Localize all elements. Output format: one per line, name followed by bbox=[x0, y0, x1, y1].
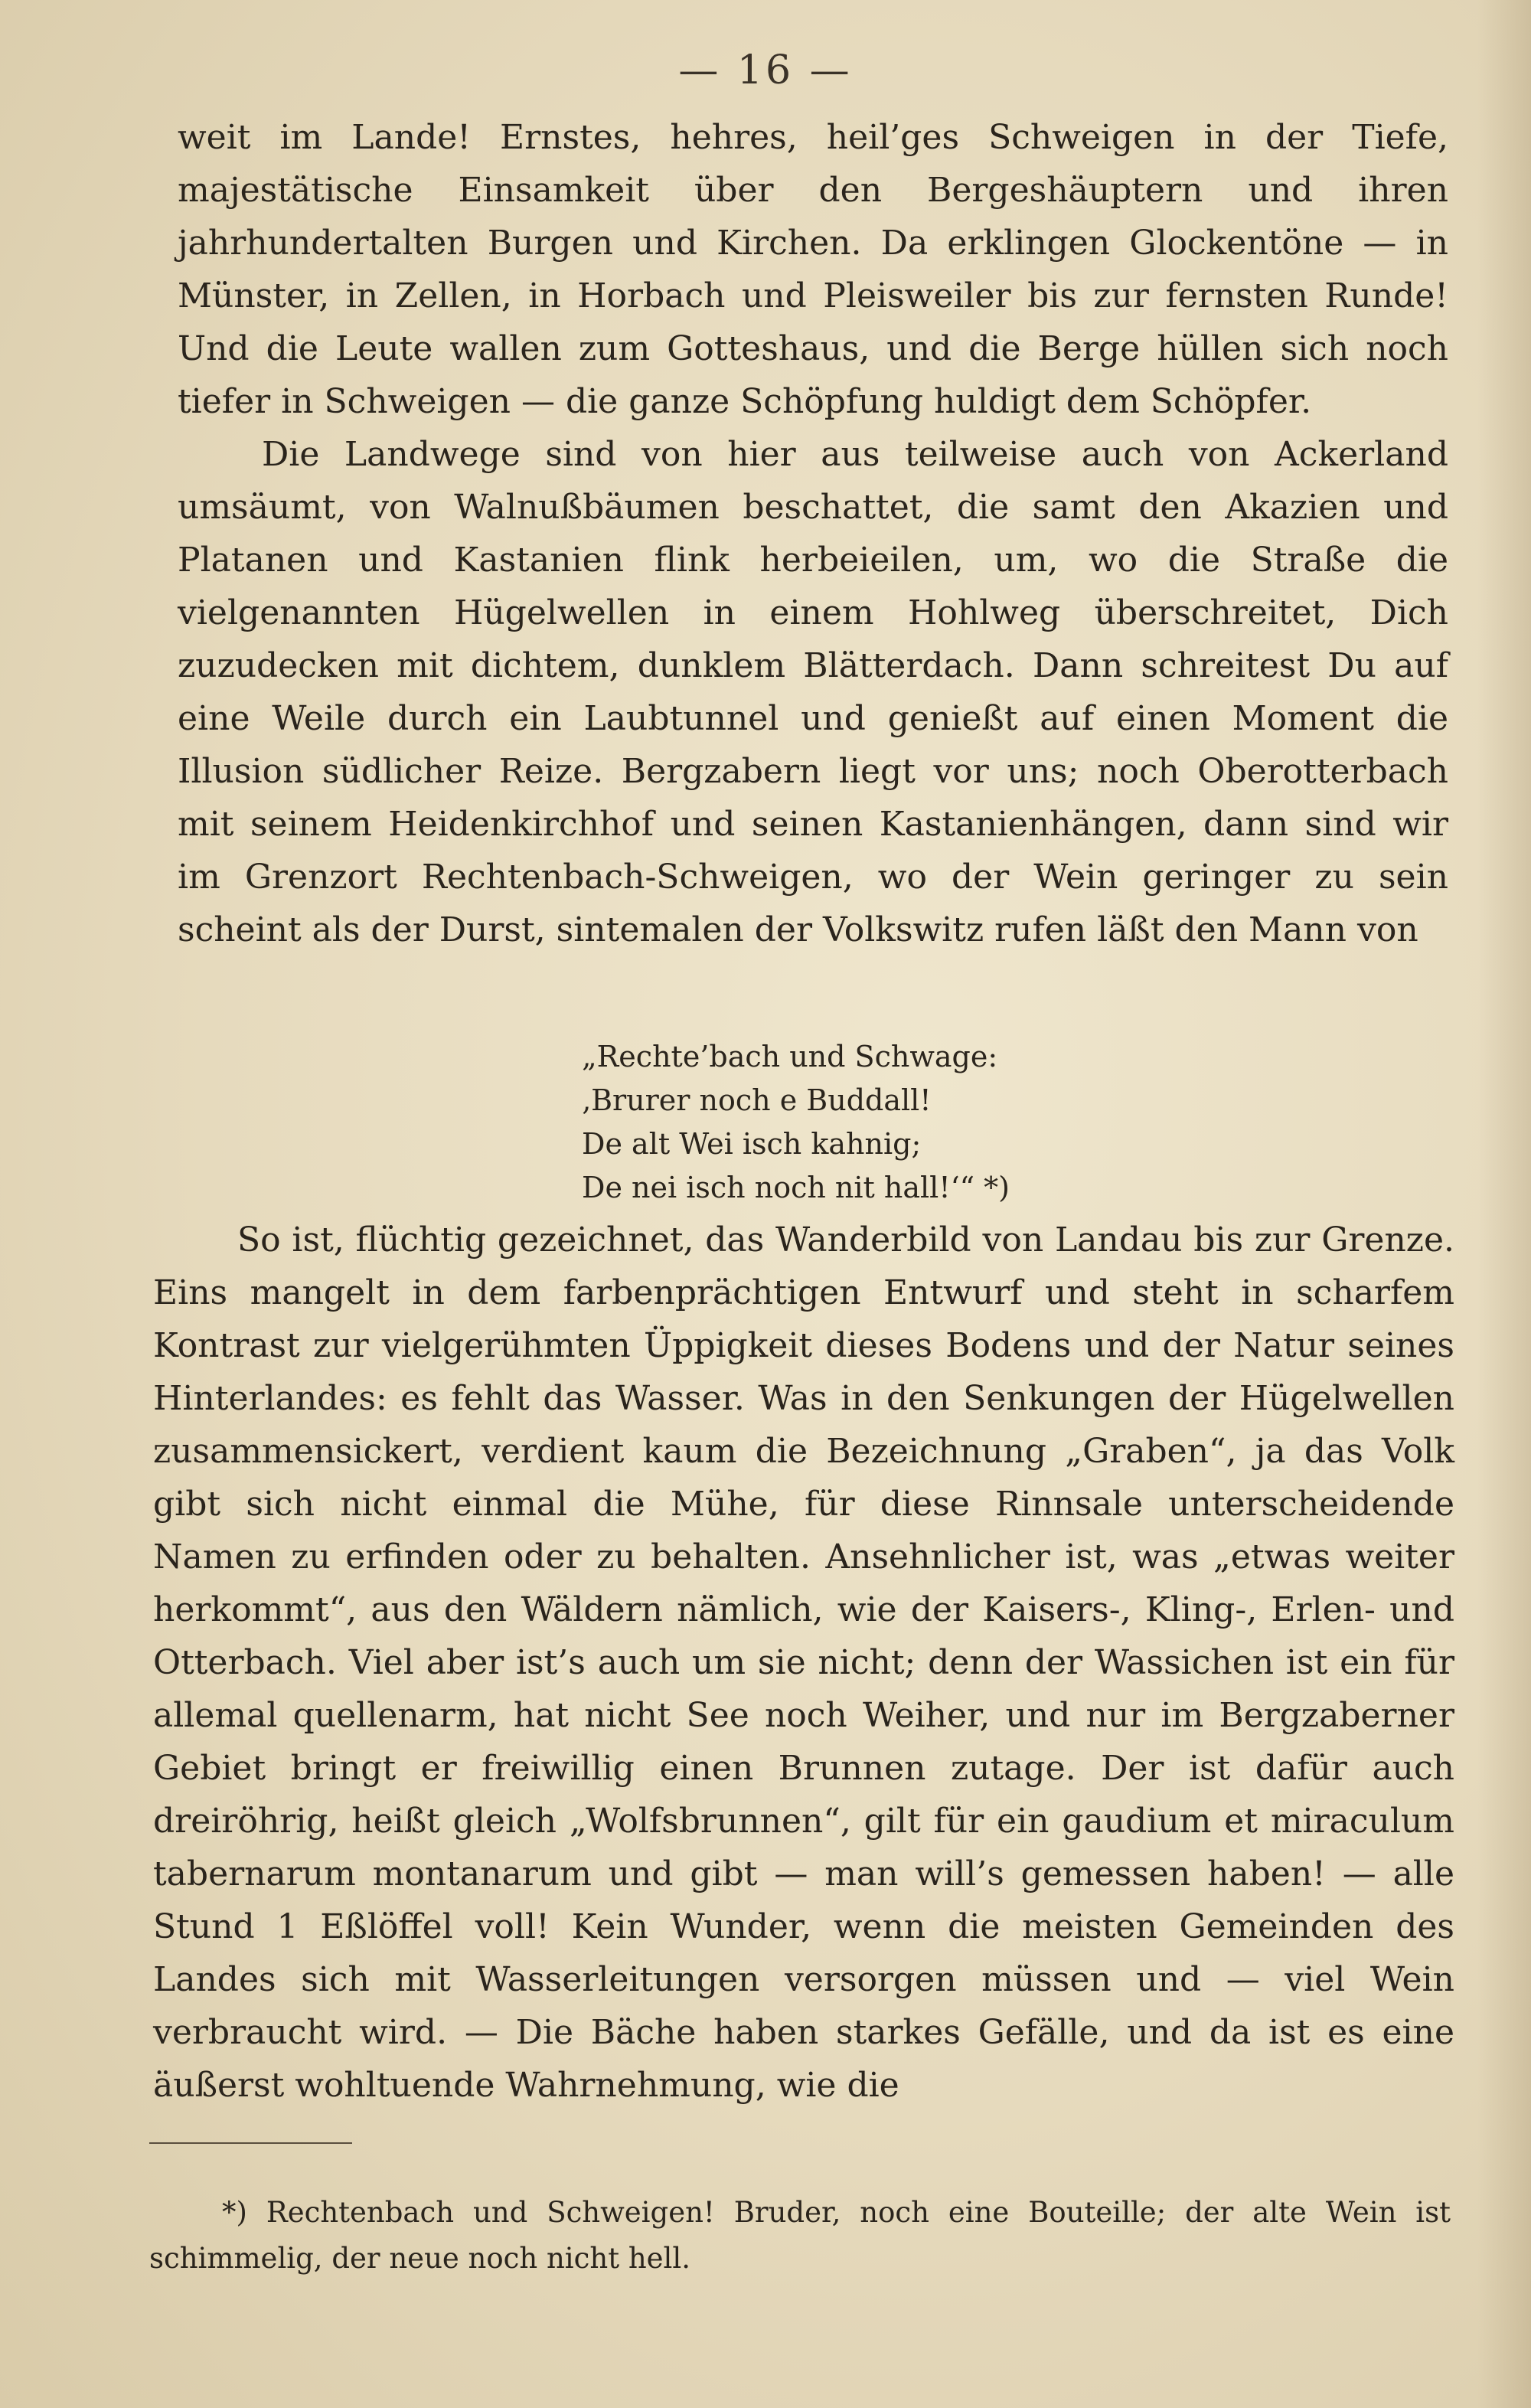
paragraph-wanderbild: So ist, flüchtig gezeichnet, das Wanderbild von Landau bis zur Grenze. Eins mangelt in dem farbenprächtigen Entwurf und steht in scharfem Kontrast zur vielgerühmten Üppigkeit dieses Bodens und der Natur seines Hinterlandes: es fehlt das Wasser. Was in den Senkungen der Hügelwellen zusammensickert, verdient kaum die Bezeichnung „Graben“, ja das Volk gibt sich nicht einmal die Mühe, für diese Rinnsale unterscheidende Namen zu erfinden oder zu behalten. Ansehnlicher ist, was „etwas weiter herkommt“, aus den Wäldern nämlich, wie der Kaisers-, Kling-, Erlen- und Otterbach. Viel aber ist’s auch um sie nicht; denn der Wassichen ist ein für allemal quellenarm, hat nicht See noch Weiher, und nur im Bergzaberner Gebiet bringt er freiwillig einen Brunnen zutage. Der ist dafür auch dreiröhrig, heißt gleich „Wolfsbrunnen“, gilt für ein gaudium et miraculum tabernarum montanarum und gibt — man will’s gemessen haben! — alle Stund 1 Eßlöffel voll! Kein Wunder, wenn die meisten Gemeinden des Landes sich mit Wasserleitungen versorgen müssen und — viel Wein verbraucht wird. — Die Bäche haben starkes Gefälle, und da ist es eine äußerst wohltuende Wahrnehmung, wie die bbox=[153, 1220, 1454, 2105]
verse-line: „Rechte’bach und Schwage: bbox=[582, 1040, 998, 1073]
page-number: — 16 — bbox=[678, 47, 853, 93]
main-text-upper bbox=[178, 111, 1448, 956]
verse-line: ‚Brurer noch e Buddall! bbox=[582, 1083, 932, 1117]
dialect-verse bbox=[582, 1035, 1010, 1210]
main-text-lower bbox=[153, 1214, 1454, 2112]
footnote bbox=[149, 2190, 1451, 2282]
footnote-divider bbox=[149, 2142, 352, 2144]
paragraph-landwege: Die Landwege sind von hier aus teilweise auch von Ackerland umsäumt, von Walnußbäumen beschattet, die samt den Akazien und Platanen und Kastanien flink herbeieilen, um, wo die Straße die vielgenannten Hügelwellen in einem Hohlweg überschreitet, Dich zuzudecken mit dichtem, dunklem Blätterdach. Dann schreitest Du auf eine Weile durch ein Laubtunnel und genießt auf einen Moment die Illusion südlicher Reize. Bergzabern liegt vor uns; noch Oberotterbach mit seinem Heidenkirchhof und seinen Kastanienhängen, dann sind wir im Grenzort Rechtenbach-Schweigen, wo der Wein geringer zu sein scheint als der Durst, sintemalen der Volkswitz rufen läßt den Mann von bbox=[178, 435, 1448, 949]
paragraph-continuation: weit im Lande! Ernstes, hehres, heil’ges Schweigen in der Tiefe, majestätische Einsamkeit über den Bergeshäuptern und ihren jahrhundertalten Burgen und Kirchen. Da erklingen Glockentöne — in Münster, in Zellen, in Horbach und Pleisweiler bis zur fernsten Runde! Und die Leute wallen zum Gotteshaus, und die Berge hüllen sich noch tiefer in Schweigen — die ganze Schöpfung huldigt dem Schöpfer. bbox=[178, 118, 1448, 421]
verse-line: De nei isch noch nit hall!‘“ *) bbox=[582, 1171, 1010, 1204]
footnote-text: *) Rechtenbach und Schweigen! Bruder, noch eine Bouteille; der alte Wein ist schimmelig, der neue noch nicht hell. bbox=[149, 2196, 1451, 2275]
verse-line: De alt Wei isch kahnig; bbox=[582, 1127, 922, 1161]
